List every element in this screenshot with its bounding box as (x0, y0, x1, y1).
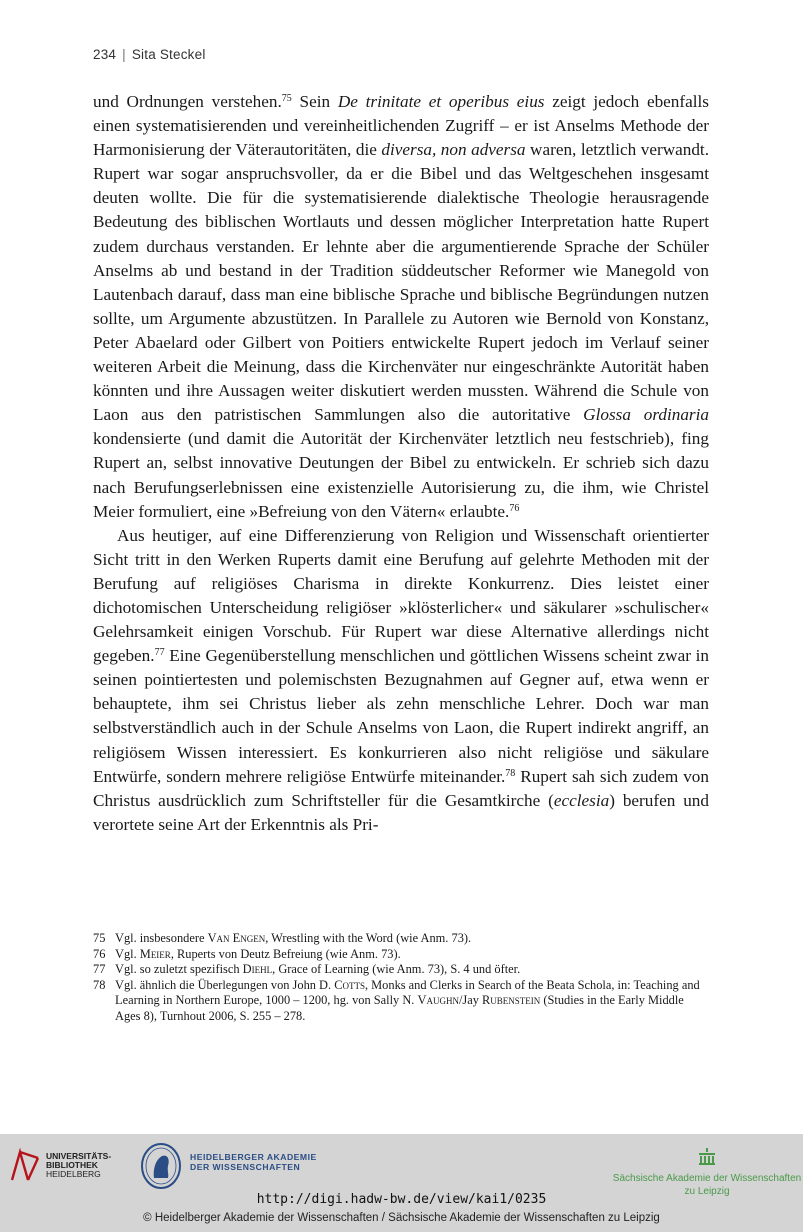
text-run: , Ruperts von Deutz Befreiung (wie Anm. 73). (170, 946, 401, 961)
source-url[interactable]: http://digi.hadw-bw.de/view/kai1/0235 (256, 1192, 547, 1207)
text-run: ) berufen und verortete seine Art der Erkenntnis als Pri- (93, 790, 709, 834)
hadw-line: HEIDELBERGER AKADEMIE (190, 1152, 317, 1162)
footnote-ref-77: 77 (154, 647, 165, 659)
text-run: , Grace of Learning (wie Anm. 73), S. 4 und öfter. (272, 962, 521, 977)
text-run: , Monks and Clerks in Search of the Beata Schola, in: Teaching and Learning in Northern Europe, 1000 – 1200, hg. von Sally N. (115, 977, 700, 1008)
running-head-author: Sita Steckel (131, 47, 206, 62)
paragraph-2 (93, 524, 709, 837)
hadw-line: DER WISSENSCHAFTEN (190, 1162, 301, 1172)
text-run: Aus heutiger, auf eine Differenzierung von Religion und Wissenschaft orientierter Sicht tritt in den Werken Ruperts damit eine Berufung auf gelehrte Methoden mit der Berufung auf religiöses Charisma in direkte Konkurrenz. Dies leistet einer dichotomischen Unterscheidung religiöser »klösterlicher« und säkularer »schulischer« Gelehrsamkeit einigen Vorschub. Für Rupert war diese Alternative allerdings nicht gegeben. (93, 525, 709, 666)
italic-phrase: diversa, non adversa (381, 140, 526, 160)
page-number: 234 (93, 47, 117, 62)
text-run: Sein (291, 92, 338, 111)
footnote-ref-75: 75 (281, 93, 292, 104)
header-separator: | (122, 47, 126, 62)
italic-title: De trinitate et operibus eius (337, 92, 545, 111)
text-run: (Studies in the Early Middle Ages 8), Turnhout 2006, S. 255 – 278. (115, 993, 684, 1023)
author-name: Rubenstein (482, 993, 541, 1008)
footnote-number: 78 (93, 977, 106, 992)
author-name: Van Engen (207, 931, 266, 945)
footnote-78 (93, 978, 709, 1025)
text-run: kondensierte (und damit die Autorität der Kirchenväter letztlich neu festschrieb), fing Rupert an, selbst innovative Deutungen der Bibel zu entwickeln. Er schrieb sich dazu nach Berufungserlebnissen eine existenzielle Autorisierung zu, die ihm, wie Christel Meier formuliert, eine »Befreiung von den Vätern« erlaubte. (93, 429, 709, 521)
footnote-text (115, 947, 709, 963)
text-run: , Wrestling with the Word (wie Anm. 73). (265, 931, 472, 945)
footnote-number: 77 (93, 962, 106, 977)
text-run: waren, letztlich verwandt. Rupert war sogar anspruchsvoller, da er die Bibel und das Weltgeschehen insgesamt deuten wollte. Die für die systematisierende dialektische Theologie herausragende Bedeutung des biblischen Wortlauts und dessen möglicher Interpretation hatte Rupert zudem durchaus verstanden. Er lehnte aber die argumentierende Sprache der Schüler Anselms ab und bestand in der Tradition süddeutscher Reformer wie Manegold von Lautenbach darauf, dass man eine biblische Sprache und biblische Begründungen nutzen sollte, um Argumente abzustützen. In Parallele zu Autoren wie Bernold von Konstanz, Peter Abaelard oder Gilbert von Poitiers entwickelte Rupert jedoch im Verlauf seiner weiteren Arbeit die Meinung, dass die Kirchenväter nur eingeschränkte Autorität haben könnten und ihre Aussagen weiter diskutiert werden mussten. Während die Schule von Laon aus den patristischen Sammlungen also die autoritative (93, 140, 709, 425)
footnotes (93, 931, 709, 1025)
body-text (93, 90, 709, 837)
text-run: und Ordnungen verstehen. (93, 92, 282, 111)
ub-line: BIBLIOTHEK (46, 1160, 98, 1170)
saw-line: Sächsische Akademie der Wissenschaften (612, 1173, 802, 1184)
footnote-ref-78: 78 (505, 767, 516, 779)
italic-title: Glossa ordinaria (583, 405, 709, 425)
italic-term: ecclesia (553, 790, 610, 810)
running-head (93, 47, 206, 62)
text-run: zeigt jedoch ebenfalls einen systematisierenden und vereinheitlichenden Zugriff – er ist Anselms Methode der Harmonisierung der Väterautoritäten, die (93, 92, 709, 160)
text-run: Vgl. ähnlich die Überlegungen von John D. (115, 977, 335, 992)
footnote-77 (93, 962, 709, 978)
footnote-number: 75 (93, 931, 106, 945)
footnote-text (115, 931, 709, 947)
ub-line: UNIVERSITÄTS- (46, 1151, 112, 1161)
saw-building-icon (697, 1146, 717, 1166)
saw-line: zu Leipzig (684, 1186, 730, 1197)
text-run: Vgl. so zuletzt spezifisch (115, 962, 243, 977)
ub-heidelberg-wordmark (46, 1152, 111, 1179)
footnote-text (115, 978, 709, 1025)
text-run: Vgl. (115, 946, 140, 961)
footnote-76 (93, 947, 709, 963)
footnote-number: 76 (93, 946, 106, 961)
text-run: /Jay (458, 993, 483, 1008)
footnote-ref-76: 76 (509, 502, 520, 514)
text-run: Rupert sah sich zudem von Christus ausdrücklich zum Schriftsteller für die Gesamtkirche ( (93, 766, 709, 810)
copyright-notice: © Heidelberger Akademie der Wissenschaften / Sächsische Akademie der Wissenschaften zu Leipzig (143, 1212, 660, 1224)
text-run: Vgl. insbesondere (115, 931, 208, 945)
ub-line: HEIDELBERG (46, 1169, 101, 1179)
author-name: Meier (139, 946, 171, 961)
hadw-wordmark (190, 1152, 317, 1172)
footnote-text (115, 962, 709, 978)
author-name: Vaughn (417, 993, 459, 1008)
author-name: Cotts (334, 977, 365, 992)
hadw-seal-icon (140, 1142, 182, 1190)
text-run: Eine Gegenüberstellung menschlichen und göttlichen Wissens scheint zwar in seinen pointiertesten und polemischsten Bezugnahmen auf Gegner auf, etwa wenn er behauptete, ihm sei Christus lieber als zehn menschliche Lehrer. Doch war man selbstverständlich auch in der Schule Anselms von Laon, die Rupert indirekt angriff, an religiösem Wissen interessiert. Es konkurrieren also nicht religiöse und säkulare Entwürfe, sondern mehrere religiöse Entwürfe miteinander. (93, 646, 709, 786)
footnote-75 (93, 931, 709, 947)
paragraph-1 (93, 90, 709, 524)
author-name: Diehl (242, 962, 273, 977)
